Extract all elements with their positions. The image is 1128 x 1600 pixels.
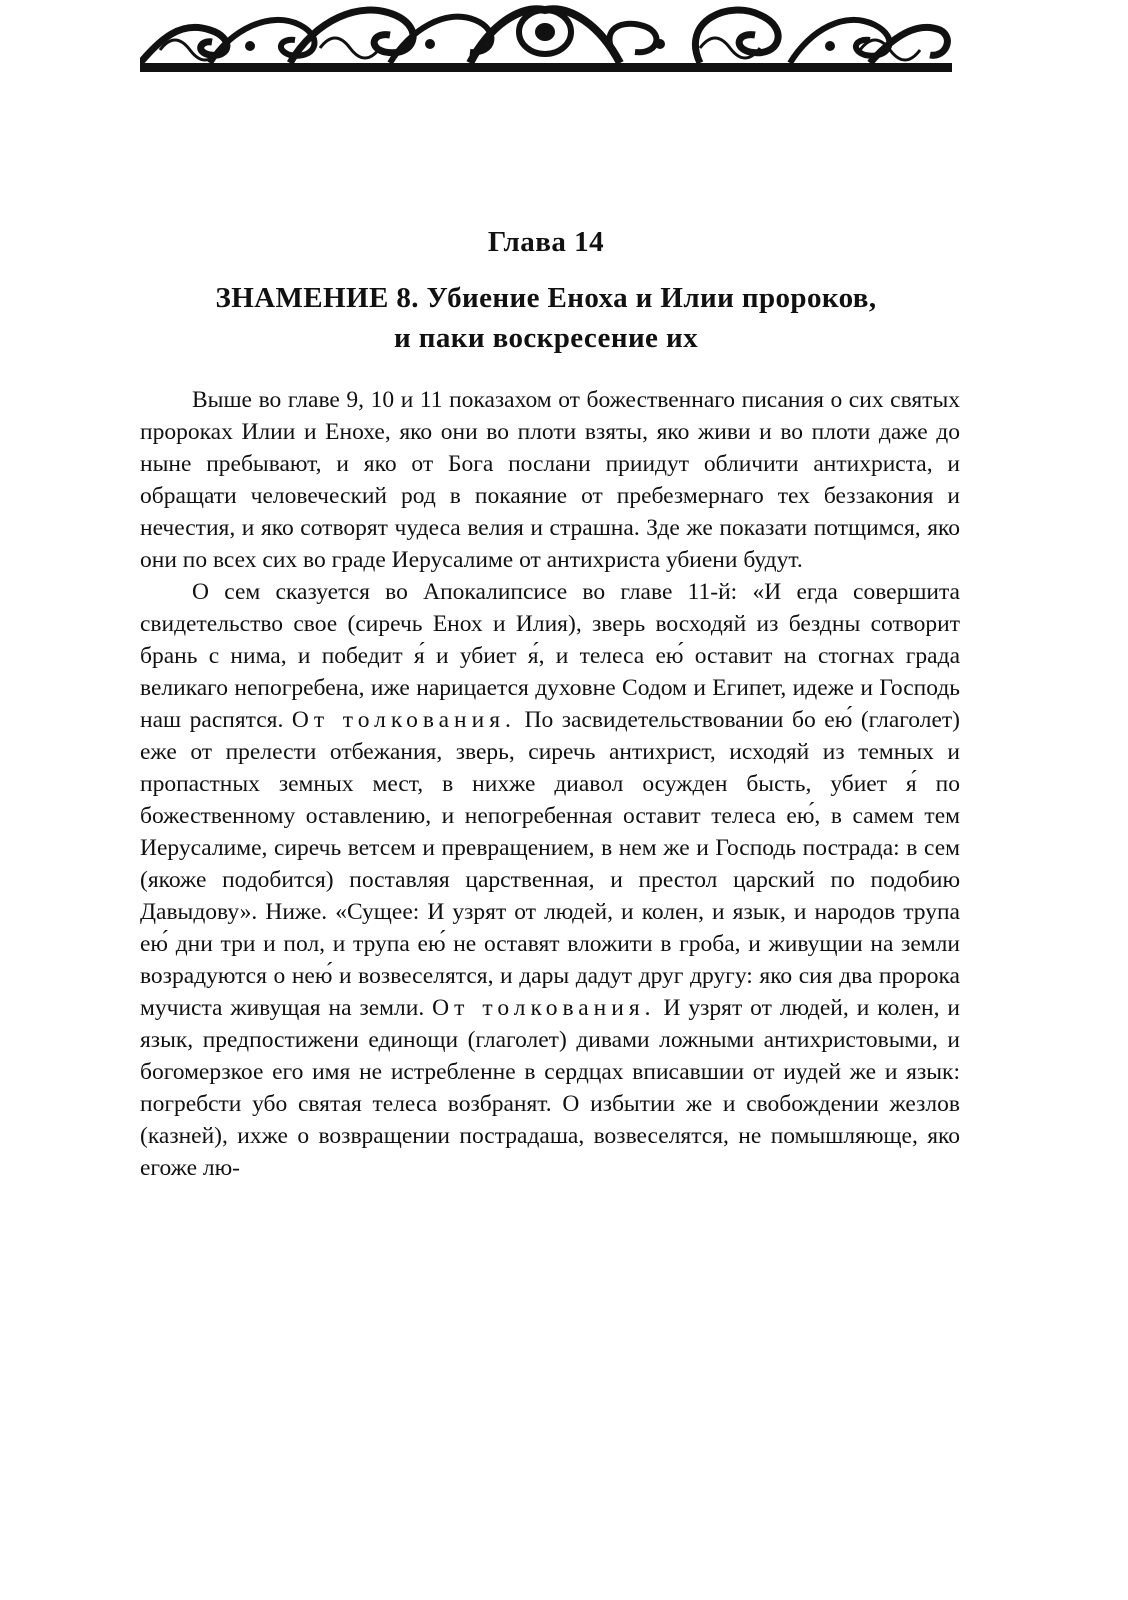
paragraph-1: Выше во главе 9, 10 и 11 показахом от божественнаго писания о сих святых пророках Илии и Енохе, яко они во плоти взяты, яко живи и во плоти даже до ныне пребывают, и яко от Бога послани приидут обличити антихриста, и обращати человеческий род в покаяние от пребезмернаго тех беззакония и нечестия, и яко сотворят чудеса велия и страшна. Зде же показати потщимся, яко они по всех сих во граде Иерусалиме от антихриста убиени будут. <box>140 387 960 573</box>
paragraph-2-part-c: И узрят от людей, и колен, и язык, предпостижени единощи (глаголет) дивами ложными антихристовыми, и богомерзкое его имя не истребленне в сердцах вписавшии от иудей же и язык: погребсти убо святая телеса возбранят. О избытии же и свобождении жезлов (казней), ихже о возвращении пострадаша, возвеселятся, не помышляюще, яко егоже лю- <box>140 995 961 1181</box>
chapter-subtitle <box>140 278 952 358</box>
chapter-subtitle-line-2: и паки воскресение их <box>394 322 698 354</box>
paragraph-2-part-b: По засвидетельствовании бо ею́ (глаголет) еже от прелести отбежания, зверь, сиречь антихрист, исходяй из темных и пропастных земных мест, в нихже диавол осужден бысть, убиет я́ по божественному оставлению, и непогребенная оставит телеса ею́, в самем тем Иерусалиме, сиречь ветсем и превращением, в нем же и Господь пострада: в сем (якоже подобится) поставляя царственная, и престол царский по подобию Давыдову». Ниже. «Сущее: И узрят от людей, и колен, и язык, и народов трупа ею́ дни три и пол, и трупа ею́ не оставят вложити в гроба, и живущии на земли возрадуются о нею́ и возвеселятся, и дары дадут друг другу: яко сия два пророка мучиста живущая на земли. <box>140 707 961 1021</box>
ornamental-border-icon <box>140 0 952 72</box>
chapter-title: Глава 14 <box>487 226 605 258</box>
chapter-subtitle-line-1: ЗНАМЕНИЕ 8. Убиение Еноха и Илии пророков, <box>215 282 877 314</box>
body-text <box>140 384 960 1184</box>
commentary-marker-2: От толкования. <box>432 995 656 1021</box>
commentary-marker-1: От толкования. <box>291 707 516 733</box>
paragraph-2 <box>140 576 960 1184</box>
paragraph-2-part-a: О сем сказуется во Апокалипсисе во главе 11-й: «И егда совершита свидетельство свое (сиречь Енох и Илия), зверь восходяй из бездны сотворит брань с нима, и победит я́ и убиет я́, и телеса ею́ оставит на стогнах града великаго непогребена, иже нарицается духовне Содом и Египет, идеже и Господь наш распятся. <box>140 579 960 733</box>
